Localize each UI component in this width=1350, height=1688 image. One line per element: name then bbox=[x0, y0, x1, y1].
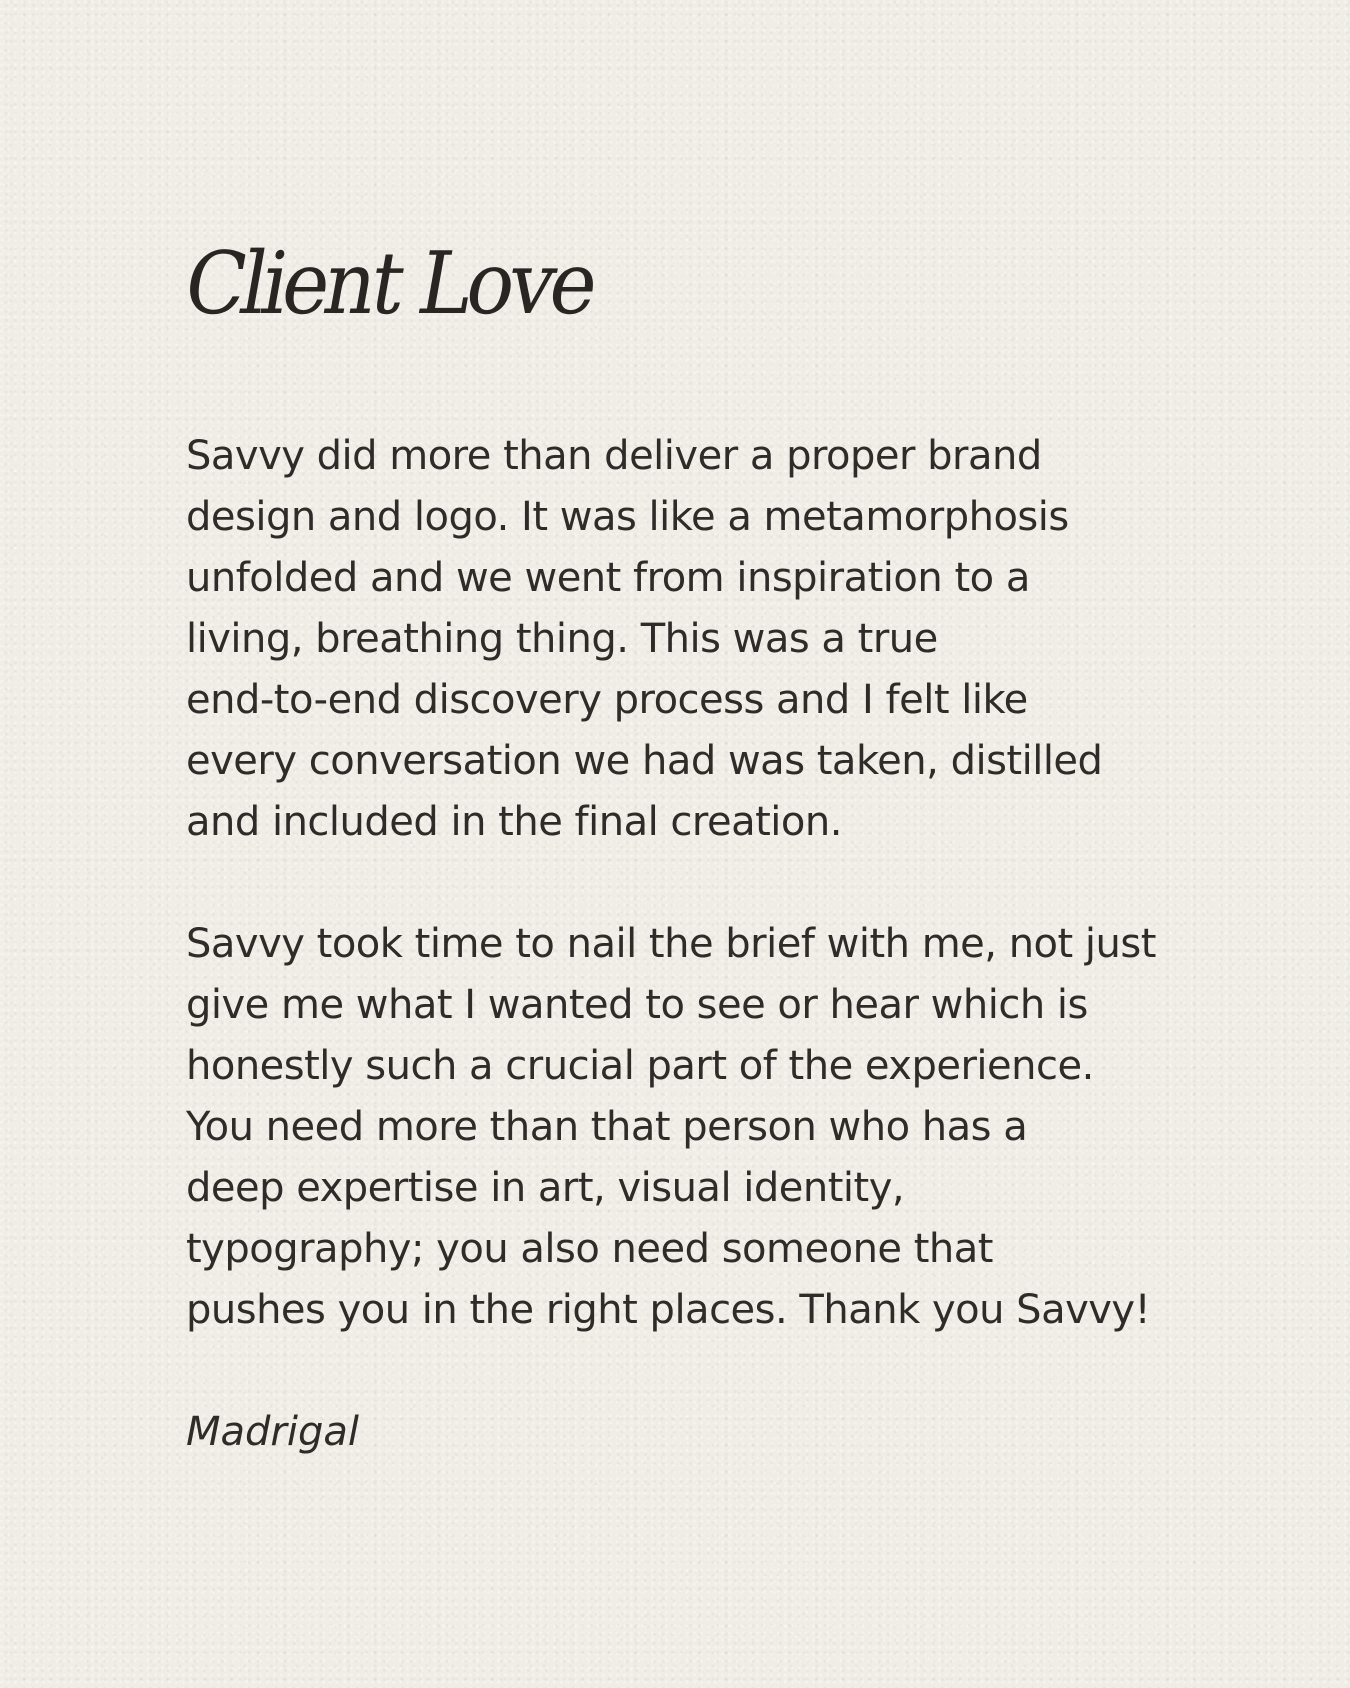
testimonial-paragraph-1: Savvy did more than deliver a proper brand design and logo. It was like a metamorphosis unfolded and we went from inspiration to a living, breathing thing. This was a true end-to-end discovery process and I felt like every conversation we had was taken, distilled and included in the final creation. bbox=[186, 433, 1103, 845]
testimonial-author: Madrigal bbox=[186, 1409, 359, 1455]
page-title: Client Love bbox=[177, 234, 602, 334]
testimonial-paragraph-2: Savvy took time to nail the brief with me, not just give me what I wanted to see or hear which is honestly such a crucial part of the experience. You need more than that person who has a deep expertise in art, visual identity, typography; you also need someone that pushes you in the right places. Thank you Savvy! bbox=[186, 921, 1156, 1333]
testimonial-card bbox=[177, 234, 1186, 1463]
